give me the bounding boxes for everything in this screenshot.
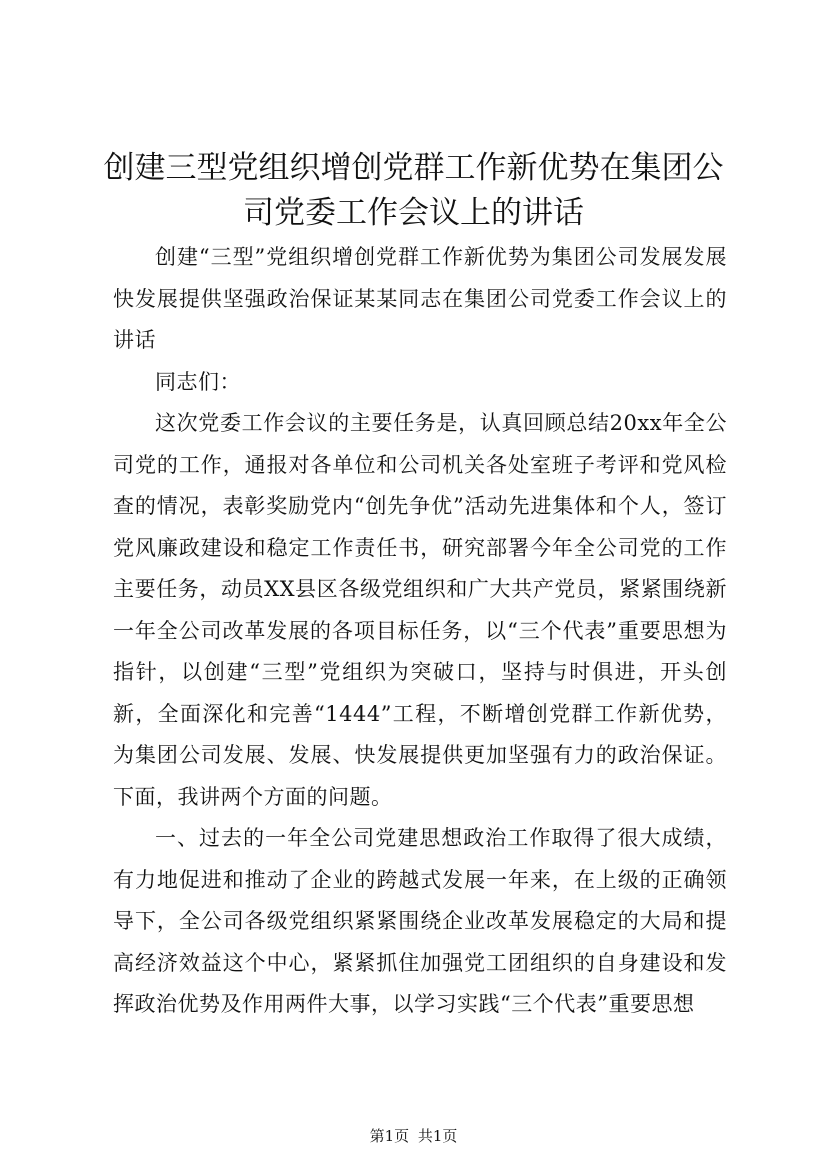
page-title: 创建三型党组织增创党群工作新优势在集团公司党委工作会议上的讲话 (103, 150, 724, 231)
page-number: 第1页 (369, 1127, 410, 1145)
page-footer (0, 1126, 827, 1146)
paragraph-section-one: 一、过去的一年全公司党建思想政治工作取得了很大成绩，有力地促进和推动了企业的跨越式发展一年来，在上级的正确领导下，全公司各级党组织紧紧围绕企业改革发展稳定的大局和提高经济效益这个中心，紧紧抓住加强党工团组织的自身建设和发挥政治优势及作用两件大事，以学习实践“三个代表”重要思想 (113, 826, 727, 1016)
paragraph-intro: 这次党委工作会议的主要任务是，认真回顾总结20xx年全公司党的工作，通报对各单位和公司机关各处室班子考评和党风检查的情况，表彰奖励党内“创先争优”活动先进集体和个人，签订党风廉政建设和稳定工作责任书，研究部署今年全公司党的工作主要任务，动员XX县区各级党组织和广大共产党员，紧紧围绕新一年全公司改革发展的各项目标任务，以“三个代表”重要思想为指针，以创建“三型”党组织为突破口，坚持与时俱进，开头创新，全面深化和完善“1444”工程，不断增创党群工作新优势，为集团公司发展、发展、快发展提供更加坚强有力的政治保证。下面，我讲两个方面的问题。 (113, 411, 727, 809)
paragraph-subtitle: 创建“三型”党组织增创党群工作新优势为集团公司发展发展快发展提供坚强政治保证某某同志在集团公司党委工作会议上的讲话 (113, 245, 727, 352)
page-total: 共1页 (417, 1127, 458, 1145)
paragraph-salutation: 同志们： (155, 369, 241, 394)
document-body (113, 237, 727, 1026)
